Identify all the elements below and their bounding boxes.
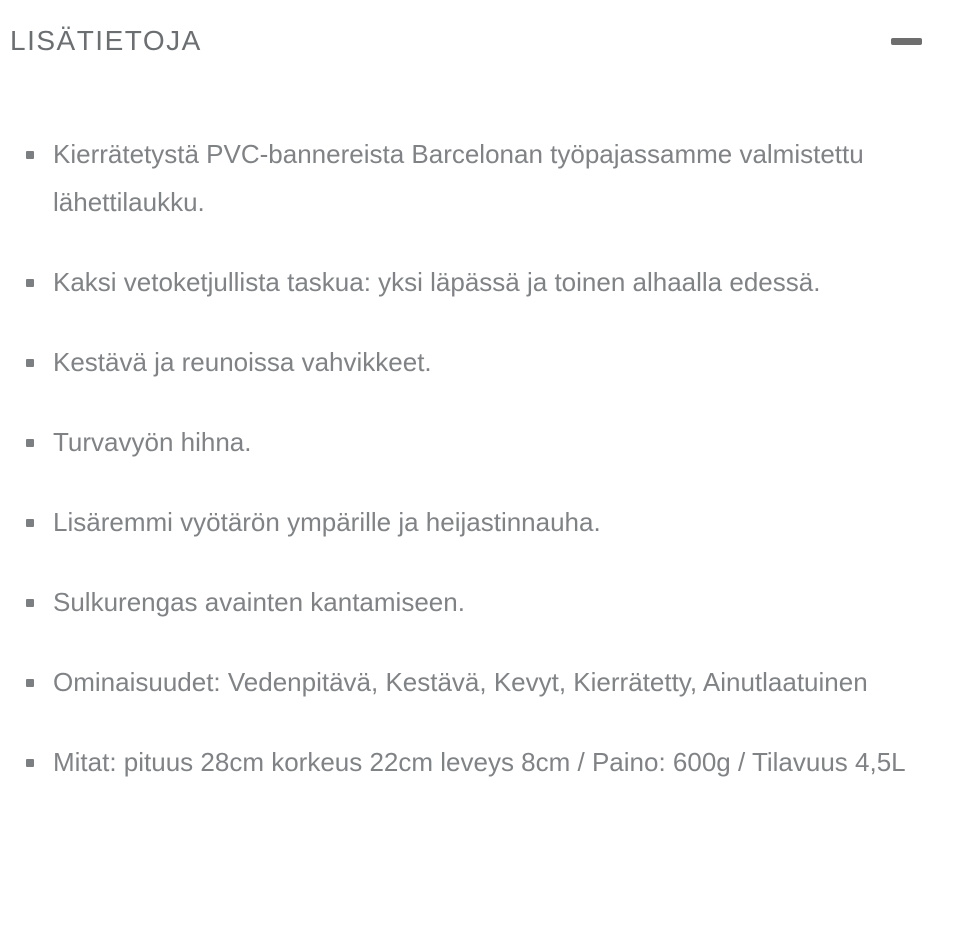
list-item-text: Kaksi vetoketjullista taskua: yksi läpässä ja toinen alhaalla edessä. xyxy=(53,267,821,297)
list-item-text: Sulkurengas avainten kantamiseen. xyxy=(53,587,465,617)
list-item xyxy=(26,130,922,226)
list-item xyxy=(26,738,922,786)
list-item xyxy=(26,418,922,466)
list-item-text: Kierrätetystä PVC-bannereista Barcelonan työpajassamme valmistettu lähettilaukku. xyxy=(53,139,864,217)
bullet-square-icon xyxy=(26,439,34,447)
list-item-text: Turvavyön hihna. xyxy=(53,427,252,457)
bullet-square-icon xyxy=(26,519,34,527)
list-item xyxy=(26,258,922,306)
collapse-button[interactable] xyxy=(891,28,922,55)
bullet-square-icon xyxy=(26,359,34,367)
bullet-square-icon xyxy=(26,279,34,287)
list-item xyxy=(26,498,922,546)
list-item-text: Kestävä ja reunoissa vahvikkeet. xyxy=(53,347,432,377)
list-item xyxy=(26,658,922,706)
bullet-square-icon xyxy=(26,599,34,607)
list-item xyxy=(26,338,922,386)
accordion-header xyxy=(10,22,922,60)
details-list xyxy=(10,130,922,786)
minus-icon xyxy=(891,38,922,45)
bullet-square-icon xyxy=(26,679,34,687)
list-item xyxy=(26,578,922,626)
bullet-square-icon xyxy=(26,759,34,767)
list-item-text: Ominaisuudet: Vedenpitävä, Kestävä, Kevyt, Kierrätetty, Ainutlaatuinen xyxy=(53,667,868,697)
section-title: LISÄTIETOJA xyxy=(10,25,202,56)
list-item-text: Lisäremmi vyötärön ympärille ja heijastinnauha. xyxy=(53,507,601,537)
list-item-text: Mitat: pituus 28cm korkeus 22cm leveys 8cm / Paino: 600g / Tilavuus 4,5L xyxy=(53,747,906,777)
bullet-square-icon xyxy=(26,151,34,159)
